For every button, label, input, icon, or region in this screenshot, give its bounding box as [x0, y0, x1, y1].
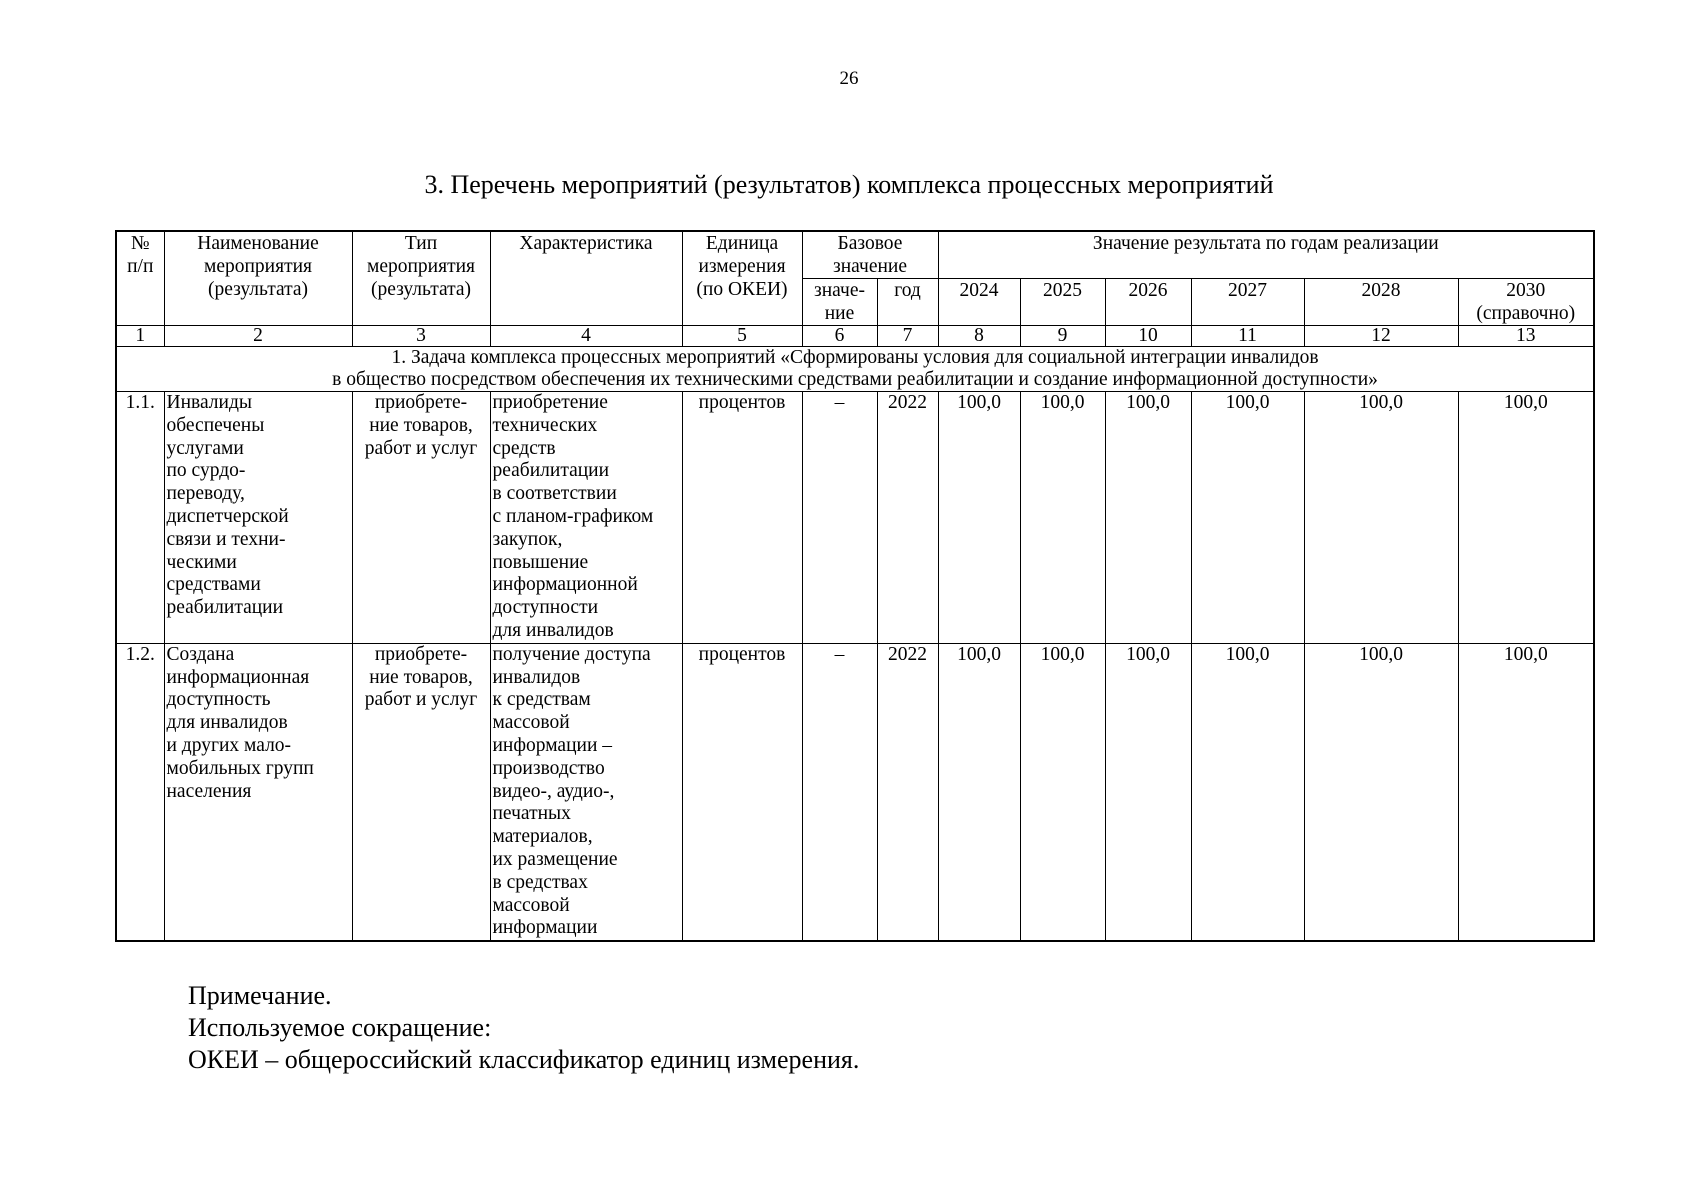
header-year-2024: 2024 [938, 279, 1020, 326]
section-title: 3. Перечень мероприятий (результатов) комплекса процессных мероприятий [424, 170, 1274, 199]
header-base-value: значе- ние [802, 279, 877, 326]
header-num: № п/п [116, 231, 164, 326]
row-type: приобрете- ние товаров, работ и услуг [352, 392, 490, 644]
header-row-1 [116, 231, 1594, 279]
header-unit: Единица измерения (по ОКЕИ) [682, 231, 802, 326]
row-value-2028: 100,0 [1304, 643, 1458, 941]
column-number: 11 [1191, 326, 1304, 347]
note-line-1: Используемое сокращение: [188, 1013, 492, 1042]
task-title: 1. Задача комплекса процессных мероприятий «Сформированы условия для социальной интеграции инвалидов в общество посредством обеспечения их техническими средствами реабилитации и создание информационной доступности» [116, 347, 1594, 392]
row-value-2024: 100,0 [938, 643, 1020, 941]
note-heading: Примечание. [188, 981, 332, 1010]
column-number: 6 [802, 326, 877, 347]
header-base-year: год [877, 279, 938, 326]
column-number: 4 [490, 326, 682, 347]
row-characteristic: получение доступа инвалидов к средствам массовой информации – производство видео-, аудио-, печатных материалов, их размещение в средствах массовой информации [490, 643, 682, 941]
results-table [115, 230, 1595, 942]
row-value-2030: 100,0 [1458, 392, 1594, 644]
row-value-2025: 100,0 [1020, 392, 1105, 644]
row-base-year: 2022 [877, 392, 938, 644]
table-row [116, 643, 1594, 941]
header-characteristic: Характеристика [490, 231, 682, 326]
row-value-2027: 100,0 [1191, 643, 1304, 941]
row-value-2024: 100,0 [938, 392, 1020, 644]
note-block [188, 980, 859, 1076]
task-row [116, 347, 1594, 392]
column-number: 9 [1020, 326, 1105, 347]
row-value-2026: 100,0 [1105, 392, 1191, 644]
header-year-2026: 2026 [1105, 279, 1191, 326]
header-year-2030: 2030 (справочно) [1458, 279, 1594, 326]
column-number: 10 [1105, 326, 1191, 347]
row-unit: процентов [682, 643, 802, 941]
note-line-2: ОКЕИ – общероссийский классификатор единиц измерения. [188, 1045, 860, 1074]
row-value-2025: 100,0 [1020, 643, 1105, 941]
row-base-value: – [802, 392, 877, 644]
table-row [116, 392, 1594, 644]
column-number: 13 [1458, 326, 1594, 347]
header-year-2025: 2025 [1020, 279, 1105, 326]
row-base-year: 2022 [877, 643, 938, 941]
column-number-row [116, 326, 1594, 347]
header-name: Наименование мероприятия (результата) [164, 231, 352, 326]
column-number: 2 [164, 326, 352, 347]
row-num: 1.2. [116, 643, 164, 941]
column-number: 8 [938, 326, 1020, 347]
column-number: 1 [116, 326, 164, 347]
row-unit: процентов [682, 392, 802, 644]
column-number: 3 [352, 326, 490, 347]
row-name: Инвалиды обеспечены услугами по сурдо- переводу, диспетчерской связи и техни- ческими средствами реабилитации [164, 392, 352, 644]
row-base-value: – [802, 643, 877, 941]
row-value-2027: 100,0 [1191, 392, 1304, 644]
header-year-2027: 2027 [1191, 279, 1304, 326]
row-type: приобрете- ние товаров, работ и услуг [352, 643, 490, 941]
column-number: 7 [877, 326, 938, 347]
header-year-2028: 2028 [1304, 279, 1458, 326]
row-value-2026: 100,0 [1105, 643, 1191, 941]
row-value-2028: 100,0 [1304, 392, 1458, 644]
row-characteristic: приобретение технических средств реабилитации в соответствии с планом-графиком закупок, повышение информационной доступности для инвалидов [490, 392, 682, 644]
page-number: 26 [839, 68, 859, 89]
header-type: Тип мероприятия (результата) [352, 231, 490, 326]
header-years-group: Значение результата по годам реализации [938, 231, 1594, 279]
row-num: 1.1. [116, 392, 164, 644]
header-base: Базовое значение [802, 231, 938, 279]
row-value-2030: 100,0 [1458, 643, 1594, 941]
column-number: 5 [682, 326, 802, 347]
row-name: Создана информационная доступность для инвалидов и других мало- мобильных групп населения [164, 643, 352, 941]
column-number: 12 [1304, 326, 1458, 347]
